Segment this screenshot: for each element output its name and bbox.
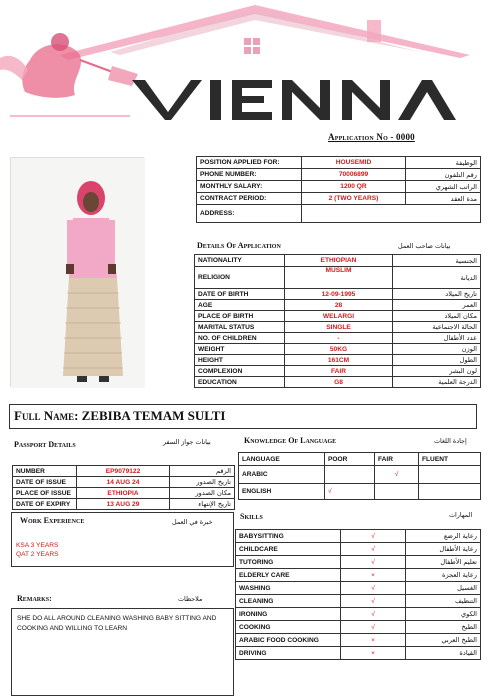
remarks-heading: Remarks: (17, 594, 52, 603)
complexion-arabic: لون البشر (393, 366, 481, 377)
salary-value: 1200 QR (302, 181, 406, 193)
skill-arabic: الكوي (406, 608, 481, 621)
contract-arabic: مدة العقد (406, 193, 481, 205)
table-row (13, 499, 235, 510)
skill-mark: √ (341, 543, 406, 556)
table-row (195, 377, 481, 388)
table-row (13, 466, 235, 477)
table-row (195, 267, 481, 289)
table-row (236, 634, 481, 647)
marital-value: SINGLE (285, 322, 393, 333)
language-col-header: FLUENT (419, 453, 481, 466)
passport-number-arabic: الرقم (170, 466, 235, 477)
height-arabic: الطول (393, 355, 481, 366)
religion-value: MUSLIM (285, 267, 393, 289)
skill-mark: √ (341, 621, 406, 634)
skill-arabic: رعاية الأطفال (406, 543, 481, 556)
children-label: NO. OF CHILDREN (195, 333, 285, 344)
position-arabic: الوظيفة (406, 157, 481, 169)
skill-mark: × (341, 569, 406, 582)
experience-line: QAT 2 YEARS (16, 551, 59, 558)
language-poor-mark (325, 466, 375, 484)
contract-value: 2 (TWO YEARS) (302, 193, 406, 205)
phone-label: PHONE NUMBER: (197, 169, 302, 181)
pob-value: WELARGI (285, 311, 393, 322)
experience-heading-arabic: خبرة في العمل (172, 518, 213, 526)
passport-number-label: NUMBER (13, 466, 77, 477)
language-fair-mark (375, 484, 419, 500)
passport-number-value: EP9079122 (77, 466, 170, 477)
skill-arabic: الغسيل (406, 582, 481, 595)
age-label: AGE (195, 300, 285, 311)
education-arabic: الدرجة العلمية (393, 377, 481, 388)
nationality-arabic: الجنسية (393, 255, 481, 267)
children-arabic: عدد الأطفال (393, 333, 481, 344)
address-label: ADDRESS: (197, 205, 302, 223)
language-fluent-mark (419, 484, 481, 500)
table-row (197, 181, 481, 193)
table-row (13, 488, 235, 499)
language-fluent-mark (419, 466, 481, 484)
table-row (195, 322, 481, 333)
details-table (194, 254, 481, 388)
salary-arabic: الراتب الشهري (406, 181, 481, 193)
language-col-header: POOR (325, 453, 375, 466)
language-table (238, 452, 481, 500)
table-row (236, 556, 481, 569)
skill-name: CHILDCARE (236, 543, 341, 556)
height-value: 161CM (285, 355, 393, 366)
table-row (197, 169, 481, 181)
application-number-value: - 0000 (390, 132, 415, 142)
phone-arabic: رقم التلفون (406, 169, 481, 181)
table-row (236, 608, 481, 621)
language-heading: Knowledge Of Language (244, 436, 337, 445)
language-heading-arabic: إجادة اللغات (434, 437, 467, 445)
position-table (196, 156, 481, 223)
skills-table (235, 529, 481, 660)
remarks-text: SHE DO ALL AROUND CLEANING WASHING BABY SITTING AND COOKING AND WILLING TO LEARN (17, 615, 217, 632)
skill-mark: √ (341, 556, 406, 569)
experience-heading: Work Experience (20, 516, 85, 525)
language-col-header: LANGUAGE (239, 453, 325, 466)
skill-name: IRONING (236, 608, 341, 621)
table-row (197, 157, 481, 169)
skill-name: BABYSITTING (236, 530, 341, 543)
age-arabic: العمر (393, 300, 481, 311)
skill-mark: √ (341, 595, 406, 608)
passport-heading: Passport Details (14, 440, 76, 449)
full-name-label: Full Name: (14, 408, 79, 423)
table-row (195, 333, 481, 344)
table-row (195, 366, 481, 377)
table-row (236, 543, 481, 556)
dob-value: 12-09-1995 (285, 289, 393, 300)
skill-name: WASHING (236, 582, 341, 595)
company-logo (0, 0, 493, 122)
skill-arabic: التنظيف (406, 595, 481, 608)
table-row (195, 289, 481, 300)
contract-label: CONTRACT PERIOD: (197, 193, 302, 205)
skill-mark: × (341, 634, 406, 647)
pob-arabic: مكان الميلاد (393, 311, 481, 322)
table-row (195, 311, 481, 322)
table-row (195, 355, 481, 366)
table-row (195, 255, 481, 267)
issue-place-value: ETHIOPIA (77, 488, 170, 499)
skill-arabic: تعليم الأطفال (406, 556, 481, 569)
skill-name: ELDERLY CARE (236, 569, 341, 582)
religion-label: RELIGION (195, 267, 285, 289)
pob-label: PLACE OF BIRTH (195, 311, 285, 322)
weight-value: 50KG (285, 344, 393, 355)
full-name-value: ZEBIBA TEMAM SULTI (81, 408, 226, 423)
issue-place-label: PLACE OF ISSUE (13, 488, 77, 499)
skill-arabic: الطبخ العربي (406, 634, 481, 647)
language-poor-mark: √ (325, 484, 375, 500)
education-label: EDUCATION (195, 377, 285, 388)
table-row (197, 205, 481, 223)
skill-name: ARABIC FOOD COOKING (236, 634, 341, 647)
complexion-label: COMPLEXION (195, 366, 285, 377)
religion-arabic: الديانة (393, 267, 481, 289)
table-row (236, 647, 481, 660)
skills-heading: Skills (240, 512, 263, 521)
experience-line: KSA 3 YEARS (16, 542, 59, 549)
application-number-label: Application No (328, 132, 388, 142)
skill-name: TUTORING (236, 556, 341, 569)
skill-arabic: رعاية الرضع (406, 530, 481, 543)
issue-date-arabic: تاريخ الصدور (170, 477, 235, 488)
age-value: 28 (285, 300, 393, 311)
weight-label: WEIGHT (195, 344, 285, 355)
education-value: G8 (285, 377, 393, 388)
marital-arabic: الحالة الاجتماعية (393, 322, 481, 333)
position-label: POSITION APPLIED FOR: (197, 157, 302, 169)
issue-date-value: 14 AUG 24 (77, 477, 170, 488)
full-name-box (9, 404, 477, 429)
remarks-heading-arabic: ملاحظات (178, 595, 203, 603)
nationality-label: NATIONALITY (195, 255, 285, 267)
table-row (239, 466, 481, 484)
height-label: HEIGHT (195, 355, 285, 366)
phone-value: 70006899 (302, 169, 406, 181)
table-row (236, 569, 481, 582)
table-row (236, 595, 481, 608)
dob-label: DATE OF BIRTH (195, 289, 285, 300)
skill-mark: × (341, 647, 406, 660)
language-name: ENGLISH (239, 484, 325, 500)
weight-arabic: الوزن (393, 344, 481, 355)
remarks-box (11, 608, 234, 696)
applicant-photo (10, 157, 144, 387)
address-value (302, 205, 481, 223)
marital-label: MARITAL STATUS (195, 322, 285, 333)
skill-mark: √ (341, 530, 406, 543)
position-value: HOUSEMID (302, 157, 406, 169)
skill-mark: √ (341, 582, 406, 595)
issue-place-arabic: مكان الصدور (170, 488, 235, 499)
table-row (195, 344, 481, 355)
skill-arabic: رعاية العجزة (406, 569, 481, 582)
skills-heading-arabic: المهارات (449, 511, 473, 519)
details-heading-arabic: بيانات صاحب العمل (398, 242, 451, 250)
language-fair-mark: √ (375, 466, 419, 484)
passport-table (12, 465, 235, 510)
table-row (236, 621, 481, 634)
skill-name: CLEANING (236, 595, 341, 608)
table-row (195, 300, 481, 311)
table-row (236, 530, 481, 543)
table-row (197, 193, 481, 205)
salary-label: MONTHLY SALARY: (197, 181, 302, 193)
table-row (239, 484, 481, 500)
skill-mark: √ (341, 608, 406, 621)
table-row (239, 453, 481, 466)
application-number (328, 132, 415, 142)
expiry-date-value: 13 AUG 29 (77, 499, 170, 510)
table-row (13, 477, 235, 488)
dob-arabic: تاريخ الميلاد (393, 289, 481, 300)
table-row (236, 582, 481, 595)
skill-name: COOKING (236, 621, 341, 634)
expiry-date-arabic: تاريخ الإنتهاء (170, 499, 235, 510)
nationality-value: ETHIOPIAN (285, 255, 393, 267)
complexion-value: FAIR (285, 366, 393, 377)
details-heading: Details Of Application (197, 241, 281, 250)
expiry-date-label: DATE OF EXPIRY (13, 499, 77, 510)
language-col-header: FAIR (375, 453, 419, 466)
passport-heading-arabic: بيانات جواز السفر (163, 438, 211, 446)
children-value: - (285, 333, 393, 344)
skill-name: DRIVING (236, 647, 341, 660)
issue-date-label: DATE OF ISSUE (13, 477, 77, 488)
skill-arabic: الطبخ (406, 621, 481, 634)
language-name: ARABIC (239, 466, 325, 484)
skill-arabic: القيادة (406, 647, 481, 660)
